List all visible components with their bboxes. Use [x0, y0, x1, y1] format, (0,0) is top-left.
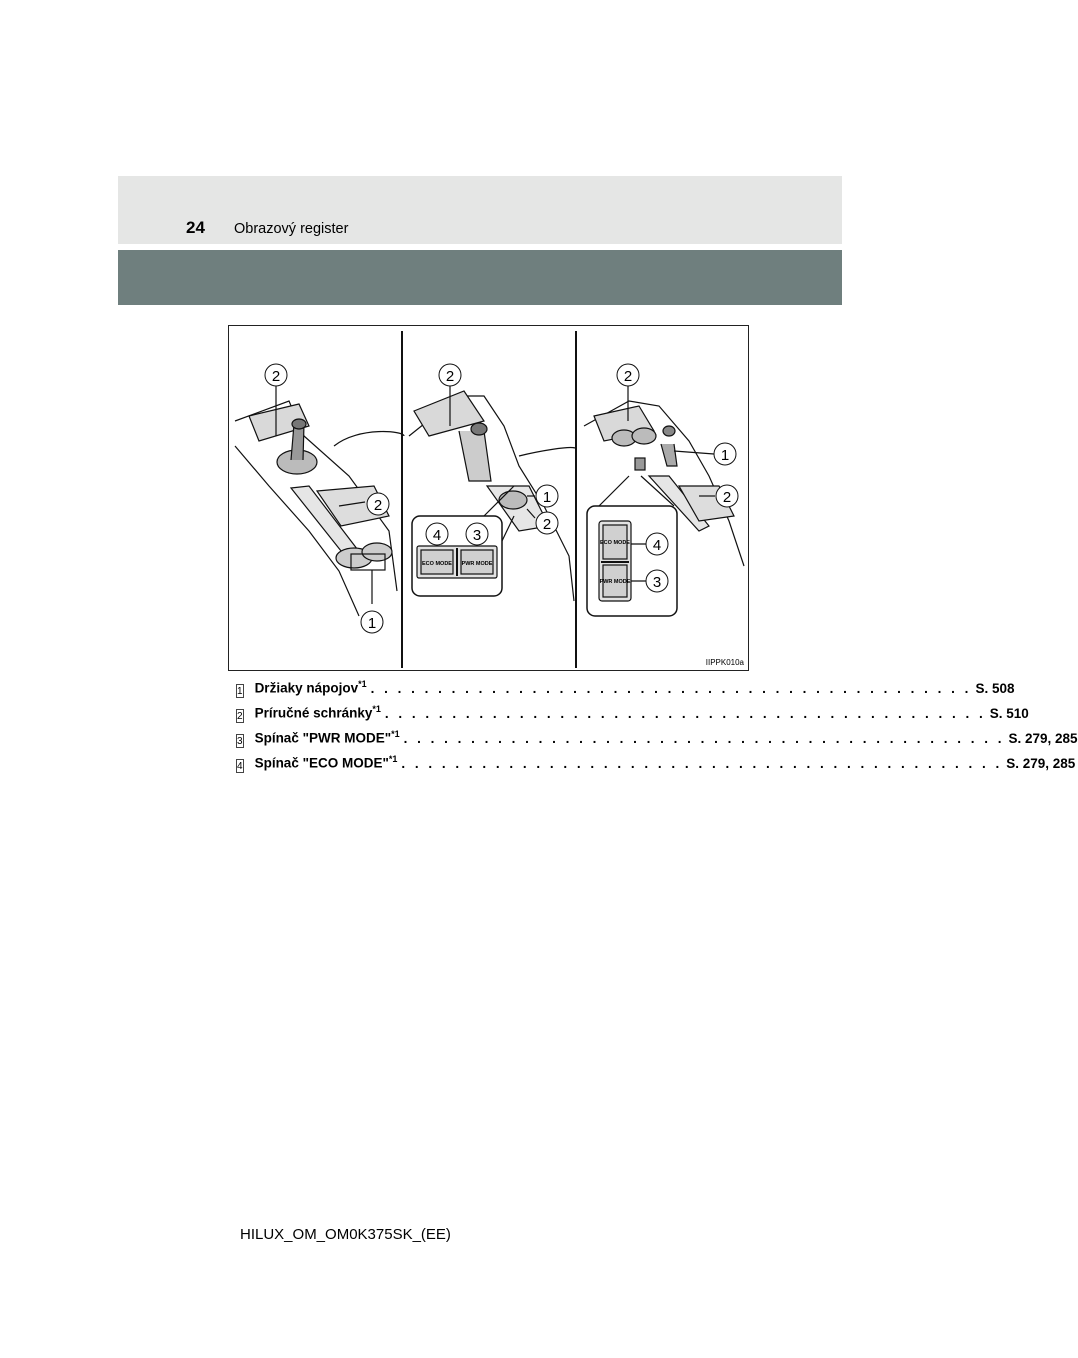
- illustration-svg: [229, 326, 750, 672]
- legend-label: Držiaky nápojov$^{*1}$: [254, 679, 367, 696]
- callout-p3-2b: [716, 485, 738, 507]
- callout-p1-2b: [367, 493, 389, 515]
- callout-p1-2a: [265, 364, 287, 386]
- callout-p2-4: [426, 523, 448, 545]
- legend-number: 3: [237, 735, 243, 747]
- callout-p3-4: [646, 533, 668, 555]
- callout-p2-2b: [536, 512, 558, 534]
- legend-item: [236, 754, 1076, 779]
- callout-p2-1: [536, 485, 558, 507]
- svg-text:2: 2: [445, 368, 455, 385]
- legend-label: Spínač "ECO MODE"$^{*1}$: [254, 754, 398, 771]
- svg-text:3: 3: [652, 574, 662, 591]
- header-bar: [118, 250, 842, 305]
- legend-item: [236, 729, 1078, 754]
- svg-text:3: 3: [472, 527, 482, 544]
- legend-list: [236, 679, 1078, 779]
- console-illustration: [228, 325, 749, 671]
- legend-item: [236, 704, 1029, 729]
- svg-text:1: 1: [542, 489, 552, 506]
- legend-page-ref: S. 279, 285: [1008, 730, 1078, 746]
- callout-p2-3: [466, 523, 488, 545]
- legend-page-ref: S. 510: [989, 705, 1029, 721]
- legend-number: 1: [237, 685, 243, 697]
- legend-page-ref: S. 279, 285: [1006, 755, 1076, 771]
- pwr-mode-label-p2: PWR MODE: [461, 561, 493, 567]
- svg-text:2: 2: [373, 497, 383, 514]
- legend-dots: . . . . . . . . . . . . . . . . . . . . . . . . . . . . . . . . . . . . . . . . . . . . .: [370, 680, 972, 696]
- document-code: HILUX_OM_OM0K375SK_(EE): [240, 1226, 451, 1243]
- eco-mode-label-p3: ECO MODE: [600, 540, 630, 546]
- svg-text:1: 1: [367, 615, 377, 632]
- page-number: 24: [186, 218, 205, 237]
- svg-text:1: 1: [720, 447, 730, 464]
- legend-dots: . . . . . . . . . . . . . . . . . . . . . . . . . . . . . . . . . . . . . . . . . . . . .: [403, 730, 1005, 746]
- svg-text:2: 2: [623, 368, 633, 385]
- callout-p2-2a: [439, 364, 461, 386]
- legend-item: [236, 679, 1015, 704]
- svg-text:2: 2: [542, 516, 552, 533]
- eco-mode-label-p2: ECO MODE: [422, 561, 452, 567]
- callout-p3-2a: [617, 364, 639, 386]
- legend-dots: . . . . . . . . . . . . . . . . . . . . . . . . . . . . . . . . . . . . . . . . . . . . .: [401, 755, 1003, 771]
- pwr-mode-label-p3: PWR MODE: [599, 579, 631, 585]
- figure-code: IIPPK010a: [705, 658, 744, 667]
- legend-label: Spínač "PWR MODE"$^{*1}$: [254, 729, 400, 746]
- legend-page-ref: S. 508: [975, 680, 1015, 696]
- callout-p1-1: [361, 611, 383, 633]
- callout-p3-1: [714, 443, 736, 465]
- callout-p3-3: [646, 570, 668, 592]
- legend-dots: . . . . . . . . . . . . . . . . . . . . . . . . . . . . . . . . . . . . . . . . . . . . .: [384, 705, 986, 721]
- svg-text:4: 4: [652, 537, 662, 554]
- svg-text:2: 2: [722, 489, 732, 506]
- section-title: Obrazový register: [234, 221, 349, 237]
- svg-text:4: 4: [432, 527, 442, 544]
- legend-number: 2: [237, 710, 243, 722]
- header-band: [118, 176, 842, 244]
- legend-label: Príručné schránky$^{*1}$: [254, 704, 381, 721]
- legend-number: 4: [237, 760, 243, 772]
- svg-text:2: 2: [271, 368, 281, 385]
